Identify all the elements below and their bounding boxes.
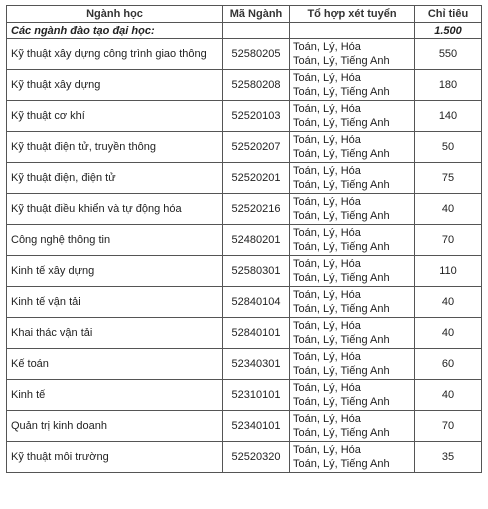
combination-2: Toán, Lý, Tiếng Anh <box>293 272 390 284</box>
table-row <box>7 442 482 473</box>
combination-1: Toán, Lý, Hóa <box>293 444 361 456</box>
combination-1: Toán, Lý, Hóa <box>293 351 361 363</box>
major-code: 52340101 <box>223 411 290 442</box>
major-code: 52520103 <box>223 101 290 132</box>
combination-cell <box>290 349 415 380</box>
header-row <box>7 6 482 23</box>
combination-cell <box>290 194 415 225</box>
major-code: 52310101 <box>223 380 290 411</box>
combination-cell <box>290 380 415 411</box>
header-code: Mã Ngành <box>223 6 290 23</box>
table-row <box>7 163 482 194</box>
table-row <box>7 225 482 256</box>
quota-value: 50 <box>415 132 482 163</box>
admission-table-container <box>6 5 482 473</box>
combination-1: Toán, Lý, Hóa <box>293 382 361 394</box>
major-name: Công nghệ thông tin <box>7 225 223 256</box>
table-row <box>7 256 482 287</box>
major-code: 52580301 <box>223 256 290 287</box>
combination-1: Toán, Lý, Hóa <box>293 413 361 425</box>
combination-cell <box>290 287 415 318</box>
combination-cell <box>290 256 415 287</box>
combination-cell <box>290 132 415 163</box>
major-name: Kỹ thuật môi trường <box>7 442 223 473</box>
combination-2: Toán, Lý, Tiếng Anh <box>293 55 390 67</box>
major-name: Kỹ thuật xây dựng công trình giao thông <box>7 39 223 70</box>
major-code: 52480201 <box>223 225 290 256</box>
major-code: 52840104 <box>223 287 290 318</box>
quota-value: 70 <box>415 411 482 442</box>
table-row <box>7 39 482 70</box>
section-total: 1.500 <box>415 23 482 39</box>
quota-value: 40 <box>415 318 482 349</box>
major-name: Kinh tế vận tải <box>7 287 223 318</box>
header-major: Ngành học <box>7 6 223 23</box>
combination-cell <box>290 39 415 70</box>
combination-cell <box>290 163 415 194</box>
major-code: 52520216 <box>223 194 290 225</box>
table-row <box>7 411 482 442</box>
combination-2: Toán, Lý, Tiếng Anh <box>293 241 390 253</box>
major-name: Quản trị kinh doanh <box>7 411 223 442</box>
section-empty-code <box>223 23 290 39</box>
major-name: Kỹ thuật điều khiển và tự động hóa <box>7 194 223 225</box>
admission-table <box>6 5 482 473</box>
combination-2: Toán, Lý, Tiếng Anh <box>293 179 390 191</box>
quota-value: 40 <box>415 194 482 225</box>
major-name: Khai thác vận tải <box>7 318 223 349</box>
combination-1: Toán, Lý, Hóa <box>293 196 361 208</box>
major-code: 52580205 <box>223 39 290 70</box>
combination-cell <box>290 225 415 256</box>
combination-1: Toán, Lý, Hóa <box>293 165 361 177</box>
major-code: 52520207 <box>223 132 290 163</box>
quota-value: 550 <box>415 39 482 70</box>
combination-1: Toán, Lý, Hóa <box>293 258 361 270</box>
combination-2: Toán, Lý, Tiếng Anh <box>293 117 390 129</box>
section-label: Các ngành đào tạo đại học: <box>7 23 223 39</box>
combination-cell <box>290 442 415 473</box>
table-row <box>7 318 482 349</box>
major-code: 52840101 <box>223 318 290 349</box>
quota-value: 40 <box>415 287 482 318</box>
major-name: Kỹ thuật cơ khí <box>7 101 223 132</box>
quota-value: 110 <box>415 256 482 287</box>
combination-2: Toán, Lý, Tiếng Anh <box>293 210 390 222</box>
combination-2: Toán, Lý, Tiếng Anh <box>293 427 390 439</box>
table-row <box>7 349 482 380</box>
quota-value: 60 <box>415 349 482 380</box>
quota-value: 35 <box>415 442 482 473</box>
major-name: Kinh tế xây dựng <box>7 256 223 287</box>
combination-1: Toán, Lý, Hóa <box>293 227 361 239</box>
combination-cell <box>290 318 415 349</box>
major-code: 52340301 <box>223 349 290 380</box>
combination-2: Toán, Lý, Tiếng Anh <box>293 148 390 160</box>
combination-2: Toán, Lý, Tiếng Anh <box>293 396 390 408</box>
combination-1: Toán, Lý, Hóa <box>293 289 361 301</box>
quota-value: 40 <box>415 380 482 411</box>
combination-cell <box>290 101 415 132</box>
major-name: Kế toán <box>7 349 223 380</box>
header-combination: Tổ hợp xét tuyển <box>290 6 415 23</box>
combination-1: Toán, Lý, Hóa <box>293 41 361 53</box>
major-name: Kỹ thuật điện tử, truyền thông <box>7 132 223 163</box>
table-row <box>7 194 482 225</box>
section-row <box>7 23 482 39</box>
table-row <box>7 70 482 101</box>
combination-2: Toán, Lý, Tiếng Anh <box>293 365 390 377</box>
combination-1: Toán, Lý, Hóa <box>293 134 361 146</box>
section-empty-combo <box>290 23 415 39</box>
major-code: 52580208 <box>223 70 290 101</box>
major-code: 52520320 <box>223 442 290 473</box>
major-code: 52520201 <box>223 163 290 194</box>
quota-value: 180 <box>415 70 482 101</box>
table-row <box>7 380 482 411</box>
major-name: Kinh tế <box>7 380 223 411</box>
major-name: Kỹ thuật điện, điện tử <box>7 163 223 194</box>
combination-1: Toán, Lý, Hóa <box>293 320 361 332</box>
quota-value: 140 <box>415 101 482 132</box>
combination-cell <box>290 411 415 442</box>
combination-2: Toán, Lý, Tiếng Anh <box>293 303 390 315</box>
table-row <box>7 287 482 318</box>
combination-2: Toán, Lý, Tiếng Anh <box>293 334 390 346</box>
table-row <box>7 132 482 163</box>
combination-2: Toán, Lý, Tiếng Anh <box>293 458 390 470</box>
combination-1: Toán, Lý, Hóa <box>293 72 361 84</box>
combination-1: Toán, Lý, Hóa <box>293 103 361 115</box>
table-row <box>7 101 482 132</box>
combination-2: Toán, Lý, Tiếng Anh <box>293 86 390 98</box>
header-quota: Chỉ tiêu <box>415 6 482 23</box>
quota-value: 75 <box>415 163 482 194</box>
quota-value: 70 <box>415 225 482 256</box>
combination-cell <box>290 70 415 101</box>
major-name: Kỹ thuật xây dựng <box>7 70 223 101</box>
